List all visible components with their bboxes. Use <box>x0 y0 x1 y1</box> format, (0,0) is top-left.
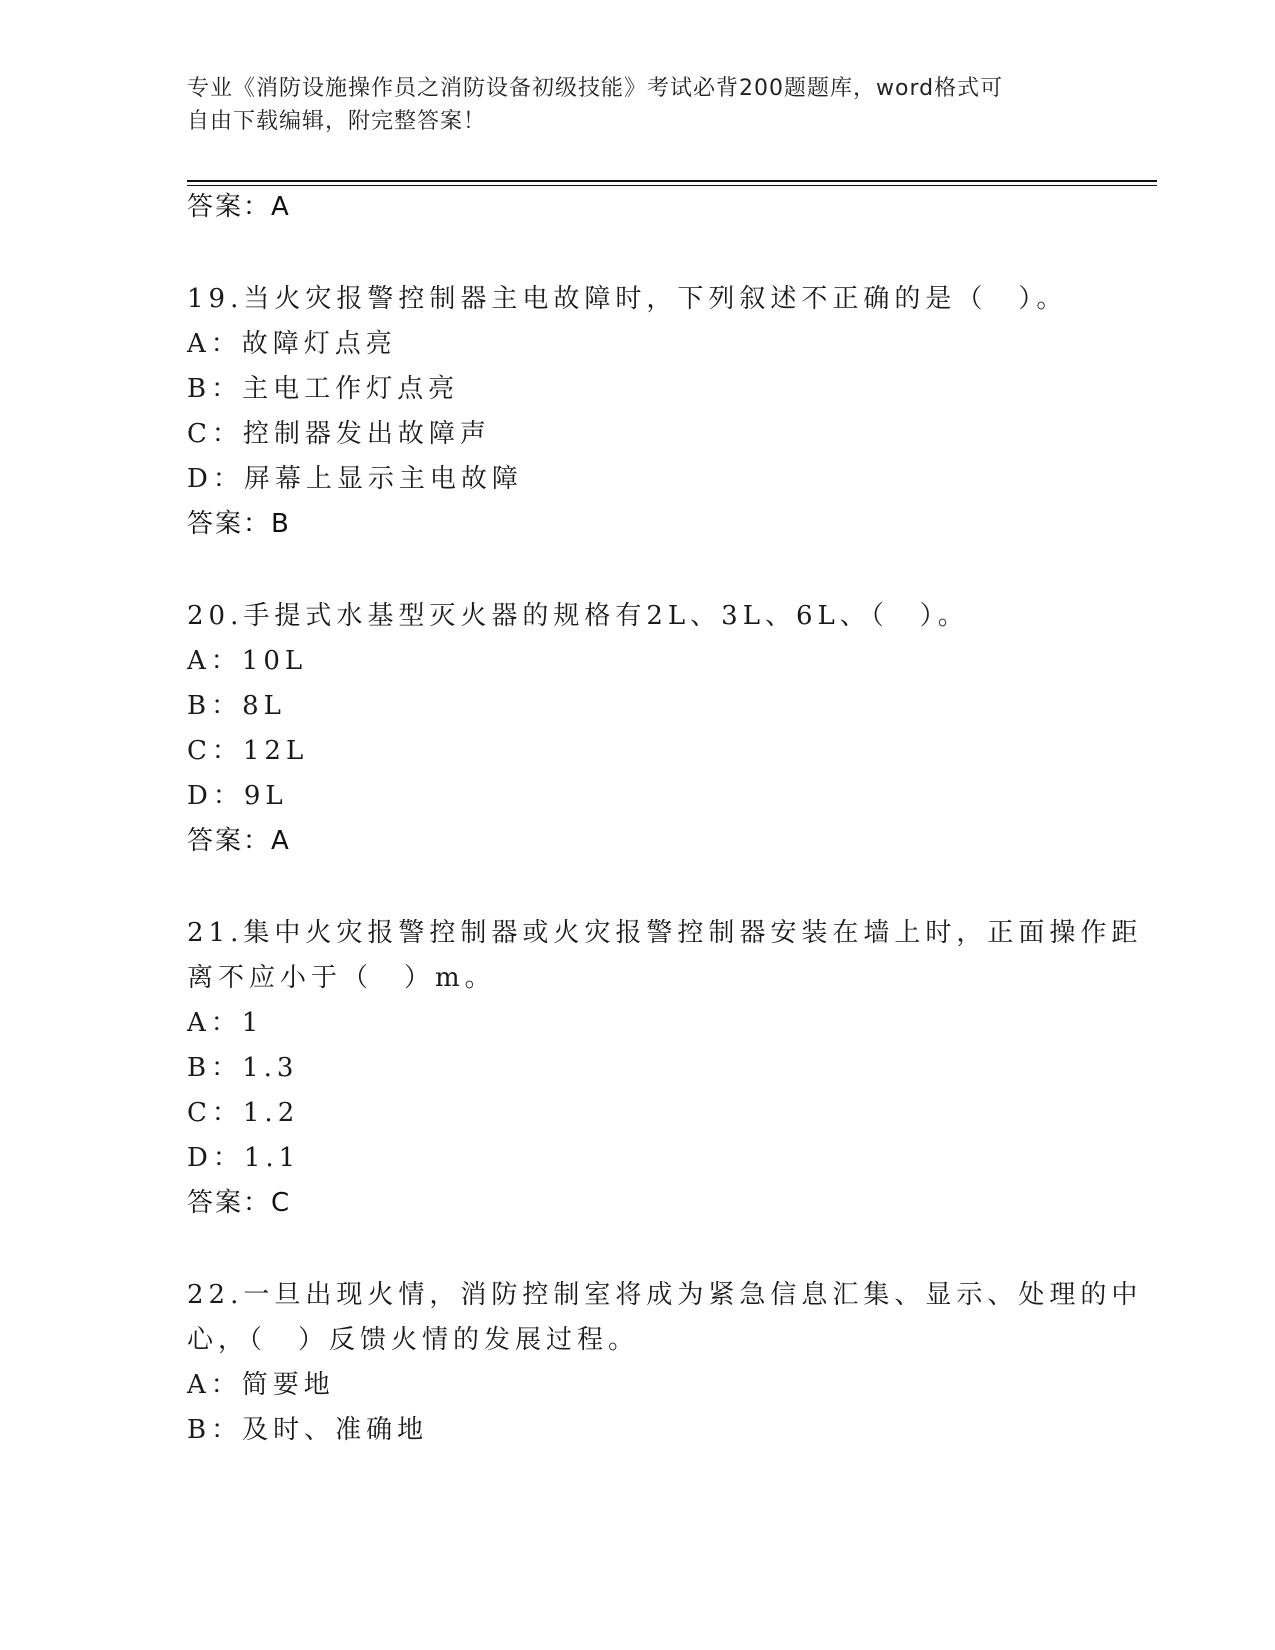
question-stem-line-2: 离不应小于（ ）m。 <box>187 963 496 993</box>
document-header <box>187 72 1067 138</box>
answer: 答案：B <box>187 509 291 539</box>
option-b: B：8L <box>187 691 286 721</box>
option-b: B：主电工作灯点亮 <box>187 374 460 404</box>
question-stem: 20.手提式水基型灭火器的规格有2L、3L、6L、（ ）。 <box>187 601 969 631</box>
header-line-1: 专业《消防设施操作员之消防设备初级技能》考试必背200题题库，word格式可 <box>187 76 1004 101</box>
option-d: D：屏幕上显示主电故障 <box>187 464 523 494</box>
question-stem-line-1: 21.集中火灾报警控制器或火灾报警控制器安装在墙上时，正面操作距 <box>187 918 1143 948</box>
question-stem-line-2: 心，（ ）反馈火情的发展过程。 <box>187 1325 640 1355</box>
header-rule-thick <box>187 180 1157 182</box>
option-c: C：12L <box>187 736 309 766</box>
option-b: B：及时、准确地 <box>187 1415 429 1445</box>
option-a: A：10L <box>187 646 308 676</box>
option-a: A：1 <box>187 1008 264 1038</box>
option-b: B：1.3 <box>187 1053 299 1083</box>
question-stem: 19.当火灾报警控制器主电故障时，下列叙述不正确的是（ ）。 <box>187 284 1068 314</box>
option-a: A：简要地 <box>187 1370 335 1400</box>
header-rule-thin <box>187 185 1157 186</box>
option-c: C：1.2 <box>187 1098 300 1128</box>
option-c: C：控制器发出故障声 <box>187 419 491 449</box>
option-a: A：故障灯点亮 <box>187 329 397 359</box>
header-line-2: 自由下载编辑，附完整答案！ <box>187 109 487 134</box>
option-d: D：1.1 <box>187 1143 301 1173</box>
option-d: D：9L <box>187 781 288 811</box>
question-stem-line-1: 22.一旦出现火情，消防控制室将成为紧急信息汇集、显示、处理的中 <box>187 1280 1143 1310</box>
top-answer: 答案：A <box>187 192 291 222</box>
answer: 答案：A <box>187 826 291 856</box>
answer: 答案：C <box>187 1188 292 1218</box>
